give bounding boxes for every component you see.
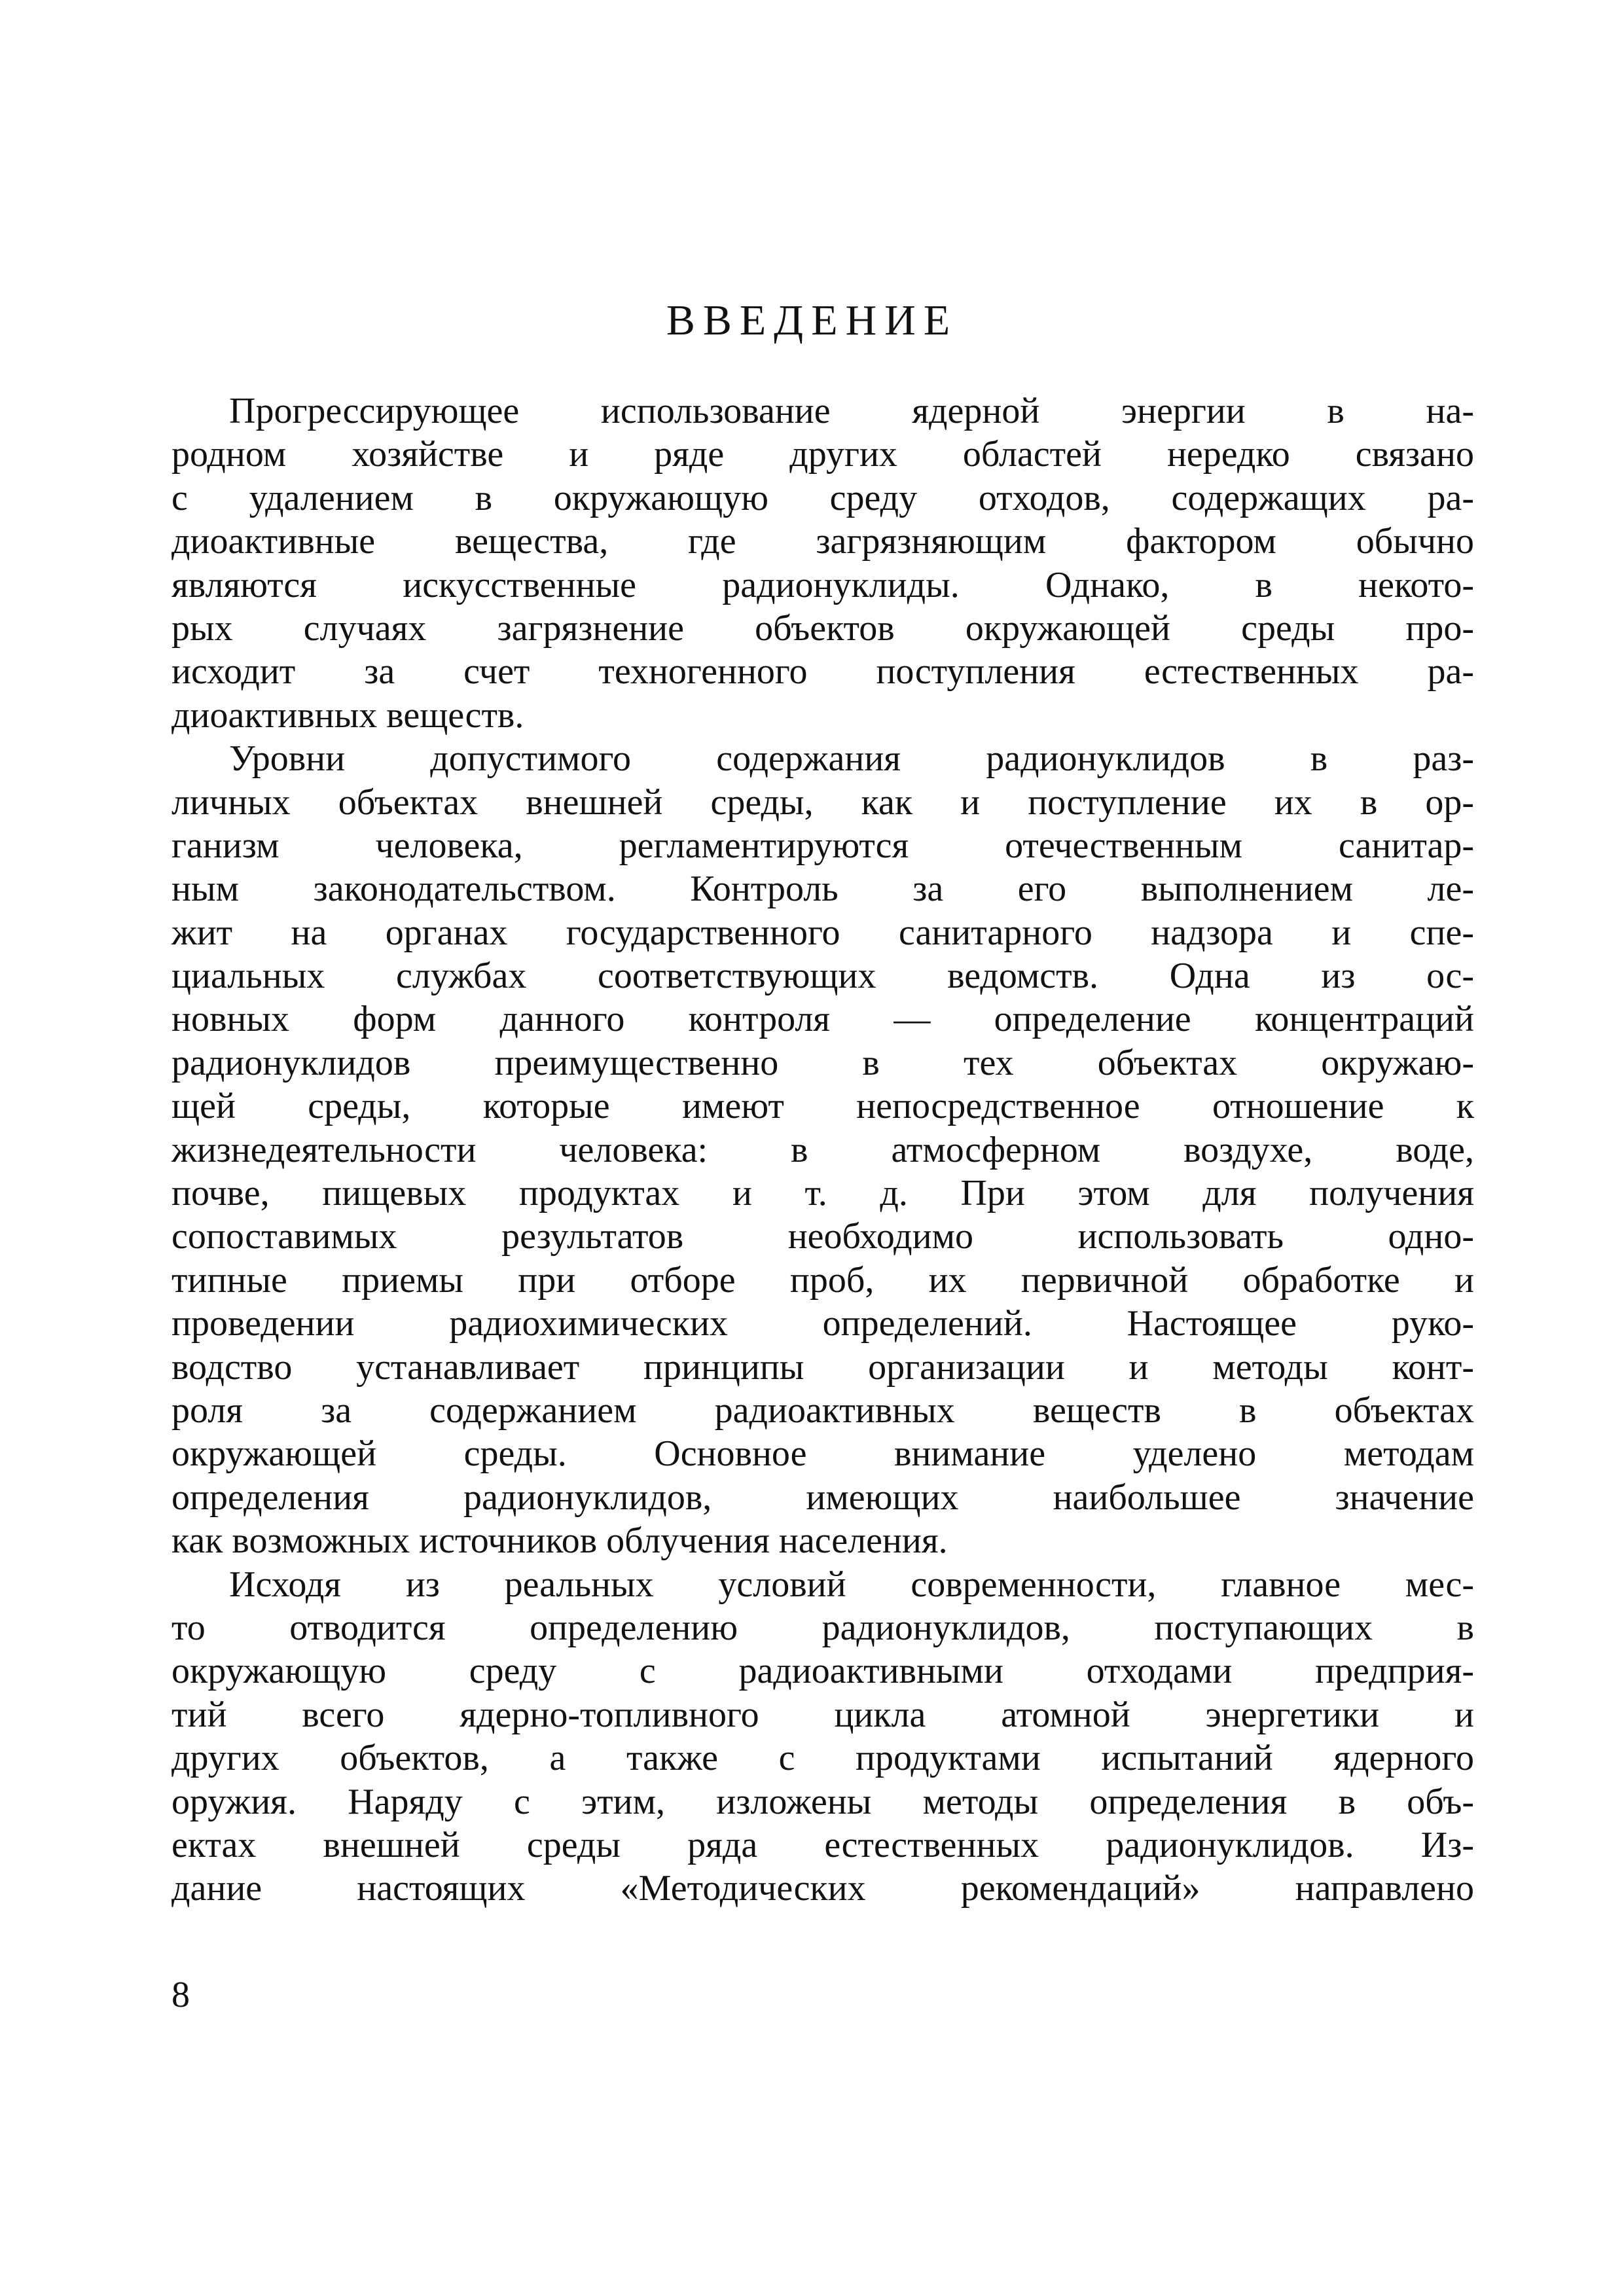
- text-line: ганизм человека, регламентируются отечественным санитар-: [171, 825, 1474, 866]
- text-line: тий всего ядерно-топливного цикла атомной энергетики и: [171, 1694, 1474, 1735]
- text-line: рых случаях загрязнение объектов окружающей среды про-: [171, 607, 1474, 649]
- text-line: диоактивные вещества, где загрязняющим фактором обычно: [171, 521, 1474, 562]
- text-line: Уровни допустимого содержания радионуклидов в раз-: [229, 738, 1474, 780]
- text-line: ектах внешней среды ряда естественных радионуклидов. Из-: [171, 1824, 1474, 1865]
- paragraph-3: [171, 1563, 1474, 1910]
- text-line: водство устанавливает принципы организации и методы конт-: [171, 1346, 1474, 1388]
- body-text: [171, 389, 1474, 1910]
- text-line: Прогрессирующее использование ядерной энергии в на-: [229, 391, 1474, 431]
- text-line: щей среды, которые имеют непосредственное отношение к: [171, 1086, 1474, 1127]
- text-line: диоактивных веществ.: [171, 694, 524, 736]
- page-number: 8: [171, 1975, 190, 2015]
- page-title: ВВЕДЕНИЕ: [666, 296, 958, 344]
- text-line: то отводится определению радионуклидов, поступающих в: [171, 1607, 1474, 1648]
- paragraph-1: [171, 389, 1474, 737]
- text-line: ным законодательством. Контроль за его выполнением ле-: [171, 869, 1474, 910]
- text-line: радионуклидов преимущественно в тех объектах окружаю-: [171, 1042, 1474, 1083]
- text-line: типные приемы при отборе проб, их первичной обработке и: [171, 1259, 1474, 1300]
- text-line: окружающей среды. Основное внимание уделено методам: [171, 1433, 1474, 1475]
- text-line: как возможных источников облучения населения.: [171, 1520, 948, 1562]
- text-line: жит на органах государственного санитарного надзора и спе-: [171, 912, 1474, 953]
- text-line: с удалением в окружающую среду отходов, содержащих ра-: [171, 477, 1474, 518]
- text-line: других объектов, а также с продуктами испытаний ядерного: [171, 1738, 1474, 1779]
- text-line: дание настоящих «Методических рекомендаций» направлено: [171, 1868, 1474, 1909]
- text-line: определения радионуклидов, имеющих наибольшее значение: [171, 1477, 1474, 1518]
- text-line: циальных службах соответствующих ведомств. Одна из ос-: [171, 956, 1474, 997]
- text-line: Исходя из реальных условий современности, главное мес-: [229, 1564, 1474, 1605]
- paragraph-2: [171, 737, 1474, 1562]
- text-line: являются искусственные радионуклиды. Однако, в некото-: [171, 564, 1474, 605]
- text-line: родном хозяйстве и ряде других областей нередко связано: [171, 434, 1474, 475]
- text-line: жизнедеятельности человека: в атмосферном воздухе, воде,: [171, 1129, 1474, 1170]
- text-line: роля за содержанием радиоактивных веществ в объектах: [171, 1390, 1474, 1431]
- text-line: оружия. Наряду с этим, изложены методы определения в объ-: [171, 1781, 1474, 1822]
- text-line: почве, пищевых продуктах и т. д. При этом для получения: [171, 1173, 1474, 1214]
- text-line: окружающую среду с радиоактивными отходами предприя-: [171, 1651, 1474, 1692]
- text-line: проведении радиохимических определений. Настоящее руко-: [171, 1303, 1474, 1344]
- text-line: исходит за счет техногенного поступления естественных ра-: [171, 651, 1474, 692]
- text-line: личных объектах внешней среды, как и поступление их в ор-: [171, 781, 1474, 823]
- text-line: новных форм данного контроля — определение концентраций: [171, 999, 1474, 1040]
- text-line: сопоставимых результатов необходимо использовать одно-: [171, 1216, 1474, 1257]
